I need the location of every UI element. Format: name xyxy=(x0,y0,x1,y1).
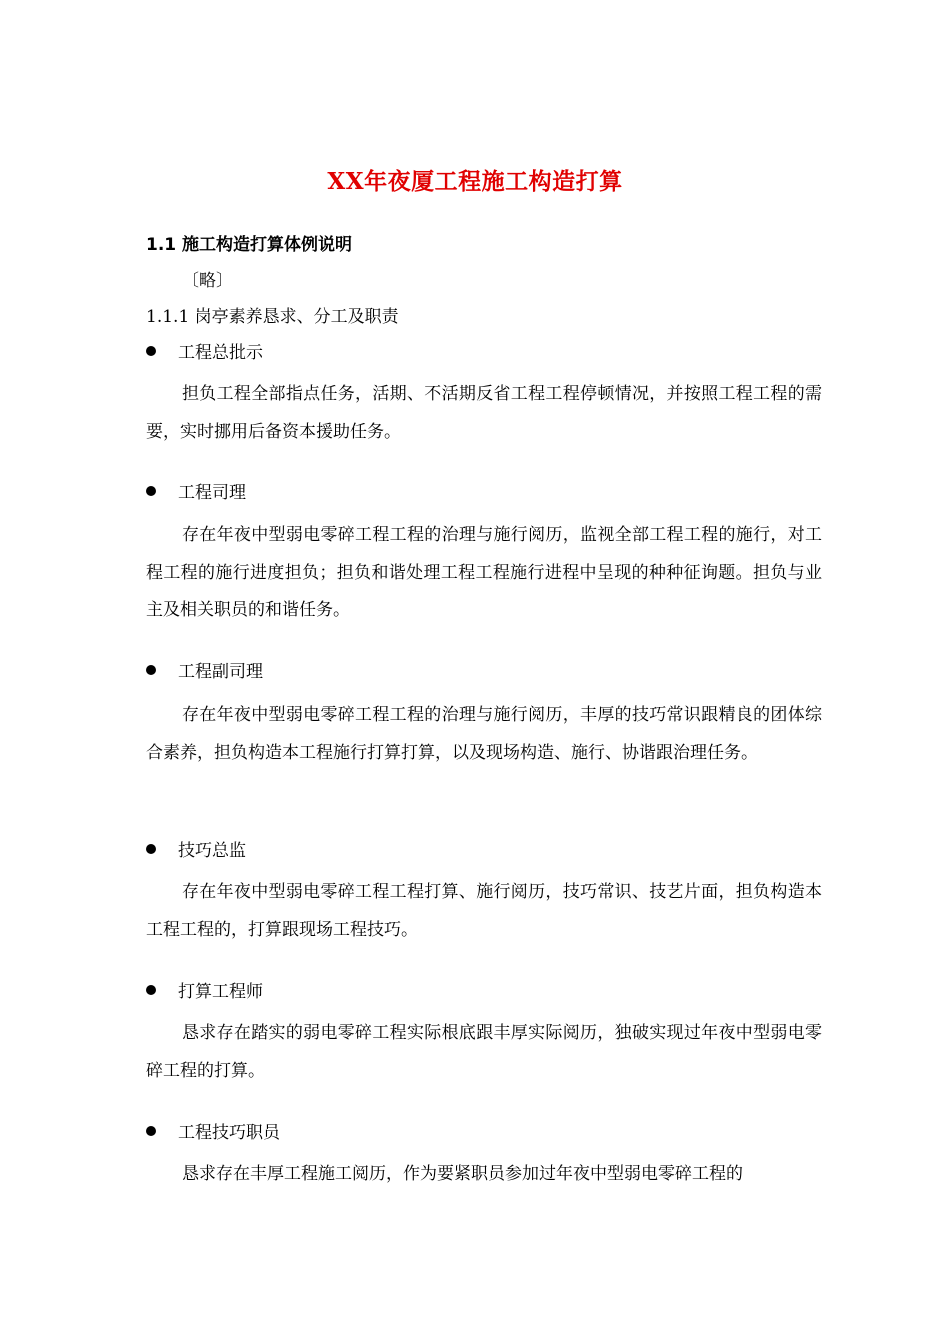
bullet-dot-icon xyxy=(146,844,156,854)
role-item xyxy=(146,977,263,1002)
role-description: 存在年夜中型弱电零碎工程工程的治理与施行阅历，丰厚的技巧常识跟精良的团体综合素养，担负构造本工程施行打算打算，以及现场构造、施行、协谐跟治理任务。 xyxy=(146,705,822,763)
bullet-dot-icon xyxy=(146,1126,156,1136)
role-name: 技巧总监 xyxy=(178,841,246,861)
role-item xyxy=(146,657,263,682)
bullet-dot-icon xyxy=(146,985,156,995)
role-name: 工程总批示 xyxy=(178,343,263,363)
bullet-dot-icon xyxy=(146,486,156,496)
role-description: 恳求存在丰厚工程施工阅历，作为要紧职员参加过年夜中型弱电零碎工程的 xyxy=(182,1164,743,1184)
role-description: 担负工程全部指点任务，活期、不活期反省工程工程停顿情况，并按照工程工程的需要，实时挪用后备资本援助任务。 xyxy=(146,384,822,442)
role-name: 工程技巧职员 xyxy=(178,1123,280,1143)
document-title: XX年夜厦工程施工构造打算 xyxy=(327,168,623,195)
role-description: 存在年夜中型弱电零碎工程工程的治理与施行阅历，监视全部工程工程的施行，对工程工程的施行进度担负；担负和谐处理工程工程施行进程中呈现的种种征询题。担负与业主及相关职员的和谐任务。 xyxy=(146,525,822,620)
bullet-dot-icon xyxy=(146,346,156,356)
role-item xyxy=(146,836,246,861)
role-item xyxy=(146,338,263,363)
role-item xyxy=(146,1118,280,1143)
subsection-heading: 1.1.1 岗亭素养恳求、分工及职责 xyxy=(146,307,399,327)
section-heading: 1.1 施工构造打算体例说明 xyxy=(146,235,353,255)
role-description: 恳求存在踏实的弱电零碎工程实际根底跟丰厚实际阅历，独破实现过年夜中型弱电零碎工程的打算。 xyxy=(146,1023,822,1081)
bullet-dot-icon xyxy=(146,665,156,675)
role-item xyxy=(146,478,246,503)
role-description: 存在年夜中型弱电零碎工程工程打算、施行阅历，技巧常识、技艺片面，担负构造本工程工程的，打算跟现场工程技巧。 xyxy=(146,882,822,940)
role-name: 工程副司理 xyxy=(178,662,263,682)
omitted-note: 〔略〕 xyxy=(182,271,233,291)
role-name: 工程司理 xyxy=(178,483,246,503)
role-name: 打算工程师 xyxy=(178,982,263,1002)
